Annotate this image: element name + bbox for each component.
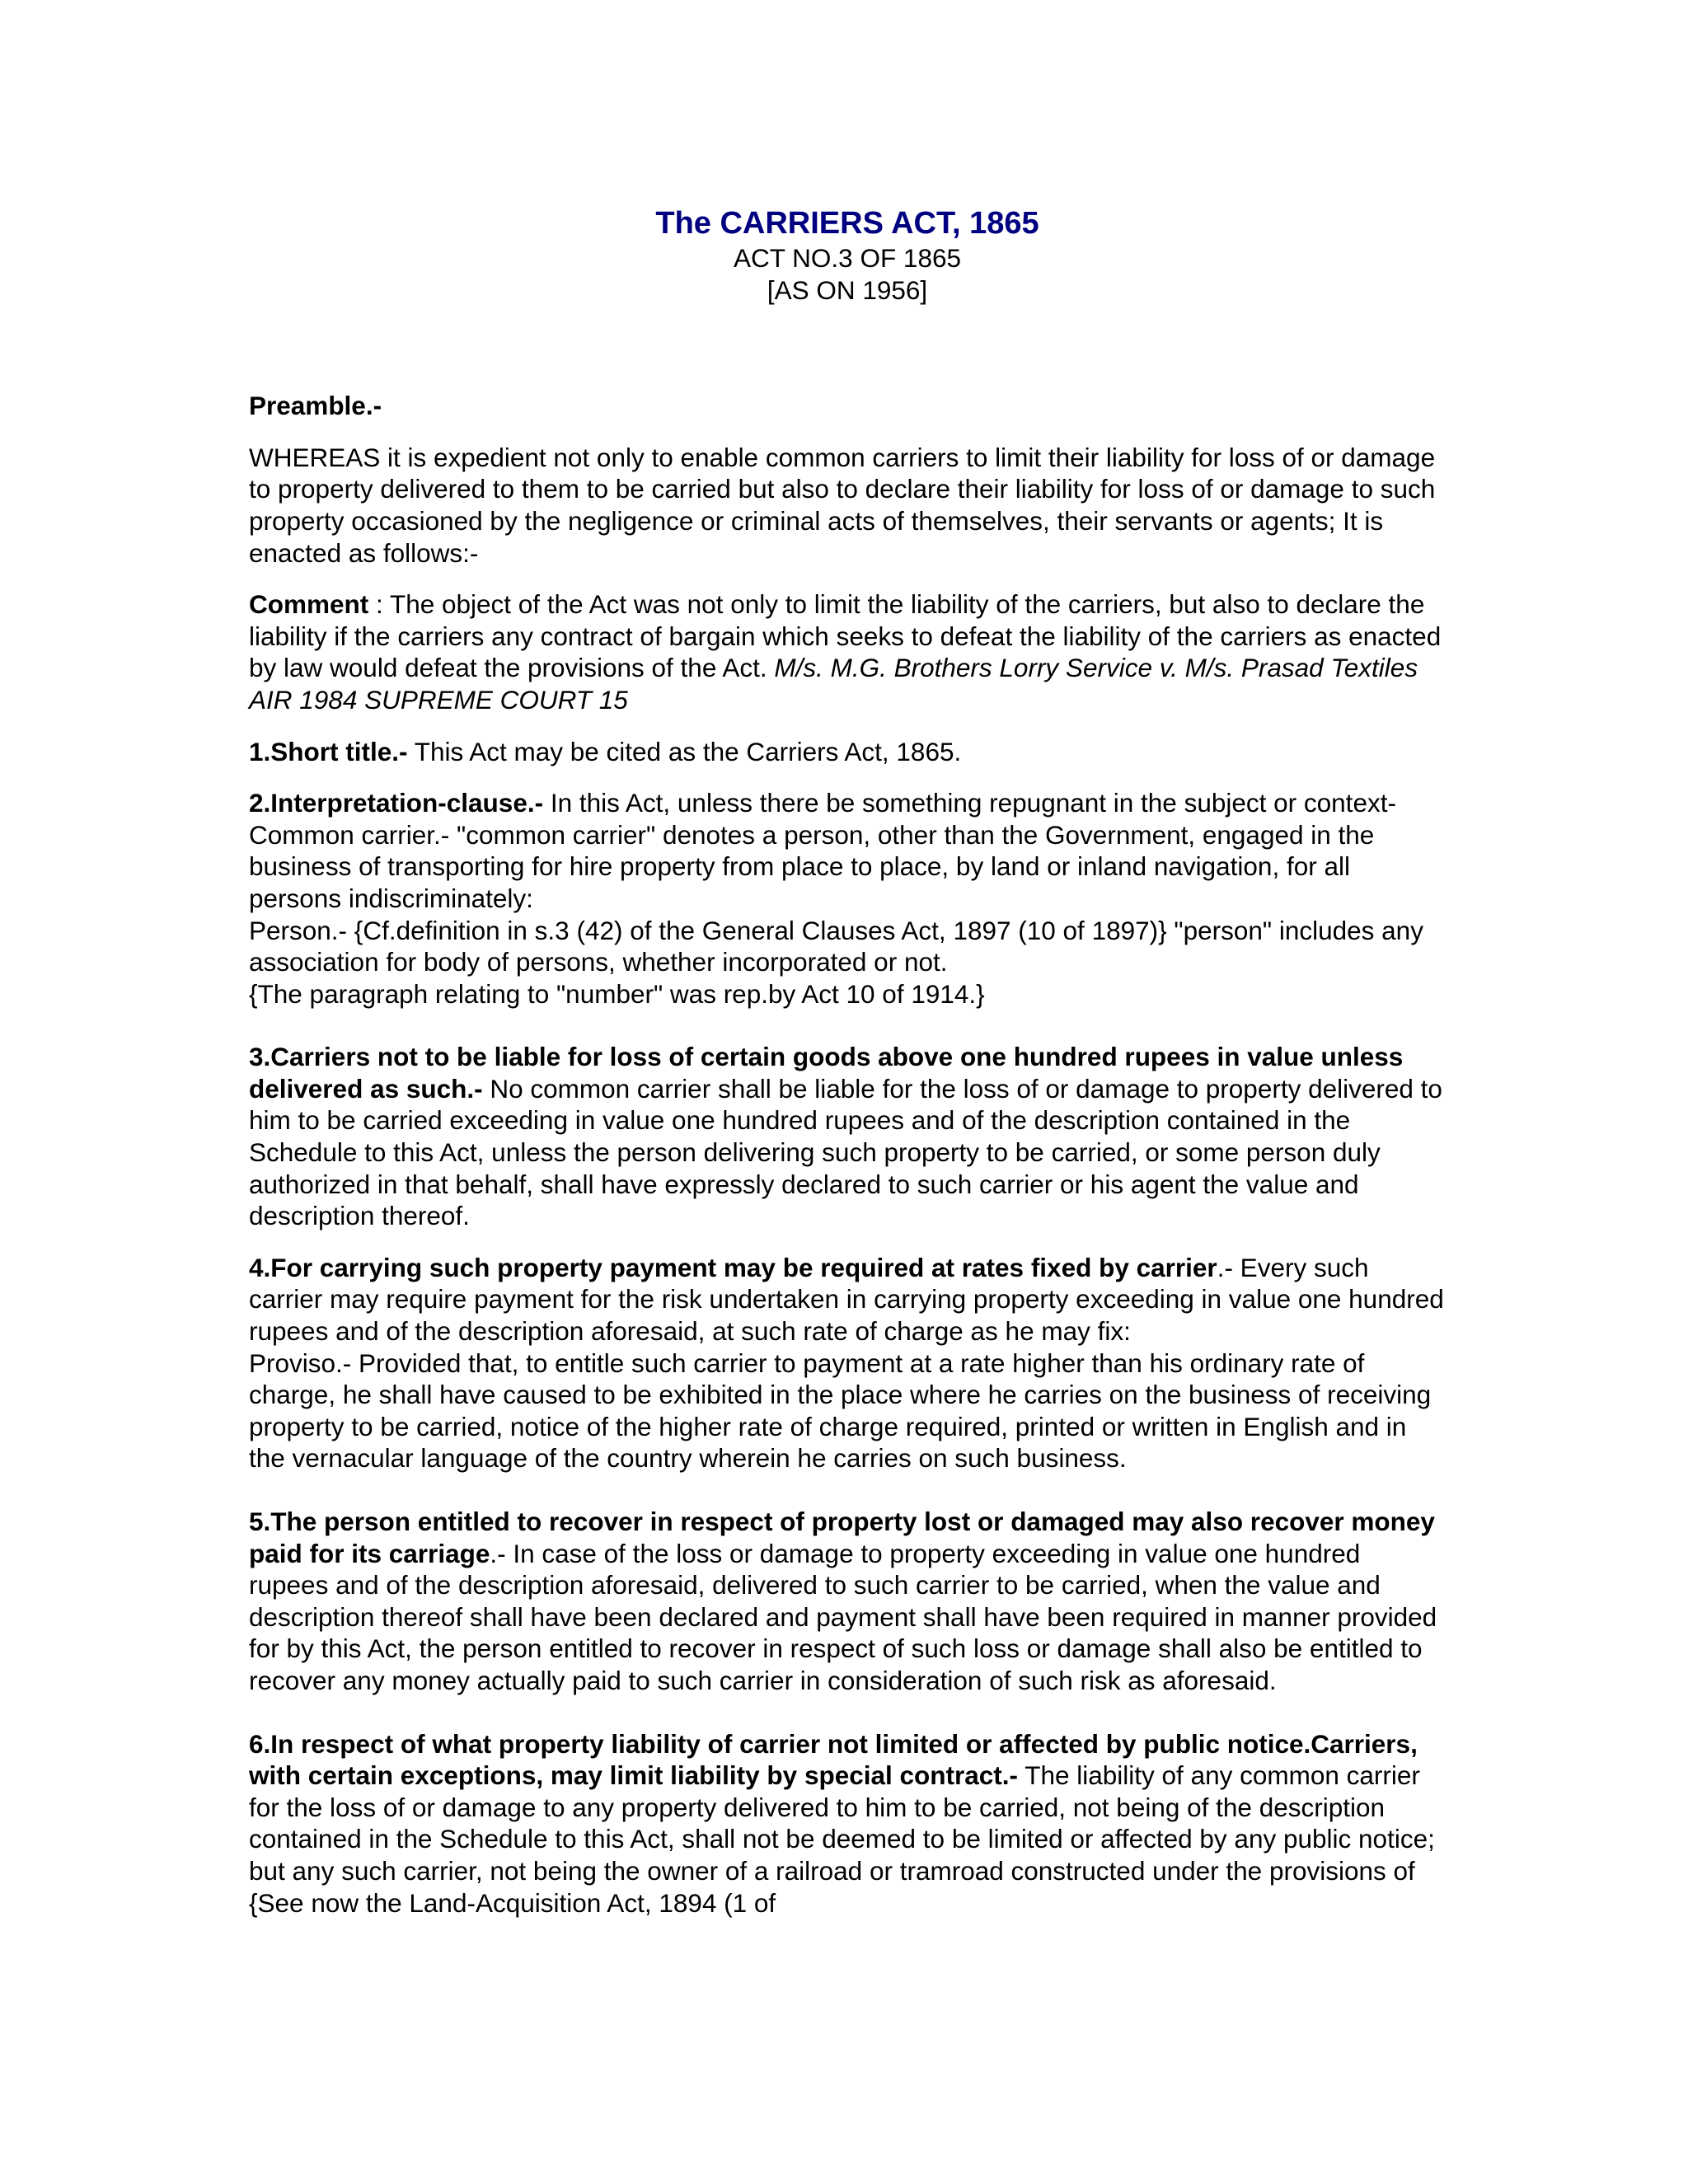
section-6 (249, 1728, 1446, 1919)
section-4-proviso: Proviso.- Provided that, to entitle such carrier to payment at a rate higher than his ordinary rate of charge, he shall have caused to be exhibited in the place where he carries on the business of receiving property to be carried, notice of the higher rate of charge required, printed or written in English and in the vernacular language of the country wherein he carries on such business. (249, 1347, 1432, 1474)
section-4-heading: 4.For carrying such property payment may be required at rates fixed by carrier (249, 1252, 1217, 1282)
section-2-heading: 2.Interpretation-clause.- (249, 788, 544, 818)
section-3-text: No common carrier shall be liable for the loss of or damage to property delivered to him to be carried exceeding in value one hundred rupees and of the description contained in the Schedule to this Act, unless the person delivering such property to be carried, or some person duly authorized in that behalf, shall have expressly declared to such carrier or his agent the value and description thereof. (249, 1073, 1442, 1231)
comment-paragraph (249, 588, 1446, 715)
section-1-heading: 1.Short title.- (249, 736, 408, 766)
section-5-text: .- In case of the loss or damage to property exceeding in value one hundred rupees and of the description aforesaid, delivered to such carrier to be carried, when the value and description thereof shall have been declared and payment shall have been required in manner provided for by this Act, the person entitled to recover in respect of such loss or damage shall also be entitled to recover any money actually paid to such carrier in consideration of such risk as aforesaid. (249, 1538, 1437, 1695)
preamble-heading: Preamble.- (249, 391, 382, 421)
document-header (249, 204, 1446, 306)
section-1-text: This Act may be cited as the Carriers Act, 1865. (407, 736, 962, 766)
section-5 (249, 1506, 1446, 1697)
comment-citation: M/s. M.G. Brothers Lorry Service v. M/s. Prasad Textiles AIR 1984 SUPREME COURT 15 (249, 653, 1418, 715)
section-5-heading: 5.The person entitled to recover in respect of property lost or damaged may also recover money paid for its carriage (249, 1507, 1435, 1568)
section-2-common-carrier: Common carrier.- "common carrier" denotes a person, other than the Government, engaged in the business of transporting for hire property from place to place, by land or inland navigation, for all persons indiscriminately: (249, 819, 1375, 913)
section-4-text: .- Every such carrier may require payment for the risk undertaken in carrying property exceeding in value one hundred rupees and of the description aforesaid, at such rate of charge as he may fix: (249, 1252, 1444, 1347)
comment-label: Comment (249, 589, 369, 620)
document-page (249, 204, 1446, 1919)
section-1 (249, 736, 1446, 768)
section-2-person: Person.- {Cf.definition in s.3 (42) of the General Clauses Act, 1897 (10 of 1897)} "person" includes any association for body of persons, whether incorporated or not. (249, 915, 1423, 977)
section-2-text: In this Act, unless there be something repugnant in the subject or context- (543, 788, 1396, 818)
section-2 (249, 787, 1446, 819)
section-6-text: The liability of any common carrier for the loss of or damage to any property delivered to him to be carried, not being of the description contained in the Schedule to this Act, shall not be deemed to be limited or affected by any public notice; but any such carrier, not being the owner of a railroad or tramroad constructed under the provisions of {See now the Land-Acquisition Act, 1894 (1 of (249, 1760, 1435, 1918)
section-3 (249, 1041, 1446, 1232)
preamble-text: WHEREAS it is expedient not only to enable common carriers to limit their liability for loss of or damage to property delivered to them to be carried but also to declare their liability for loss of or damage to such property occasioned by the negligence or criminal acts of themselves, their servants or agents; It is enacted as follows:- (249, 442, 1436, 568)
as-on-date: [AS ON 1956] (767, 274, 928, 305)
act-number: ACT NO.3 OF 1865 (733, 243, 962, 273)
section-6-heading: 6.In respect of what property liability of carrier not limited or affected by public notice.Carriers, with certain exceptions, may limit liability by special contract.- (249, 1728, 1418, 1791)
comment-text: : The object of the Act was not only to limit the liability of the carriers, but also to declare the liability if the carriers any contract of bargain which seeks to defeat the liability of the carriers as enacted by law would defeat the provisions of the Act. (249, 589, 1442, 683)
section-2-note: {The paragraph relating to "number" was rep.by Act 10 of 1914.} (249, 978, 985, 1009)
act-title: The CARRIERS ACT, 1865 (655, 206, 1039, 241)
section-3-heading: 3.Carriers not to be liable for loss of certain goods above one hundred rupees in value unless delivered as such.- (249, 1042, 1404, 1104)
section-4 (249, 1252, 1446, 1347)
